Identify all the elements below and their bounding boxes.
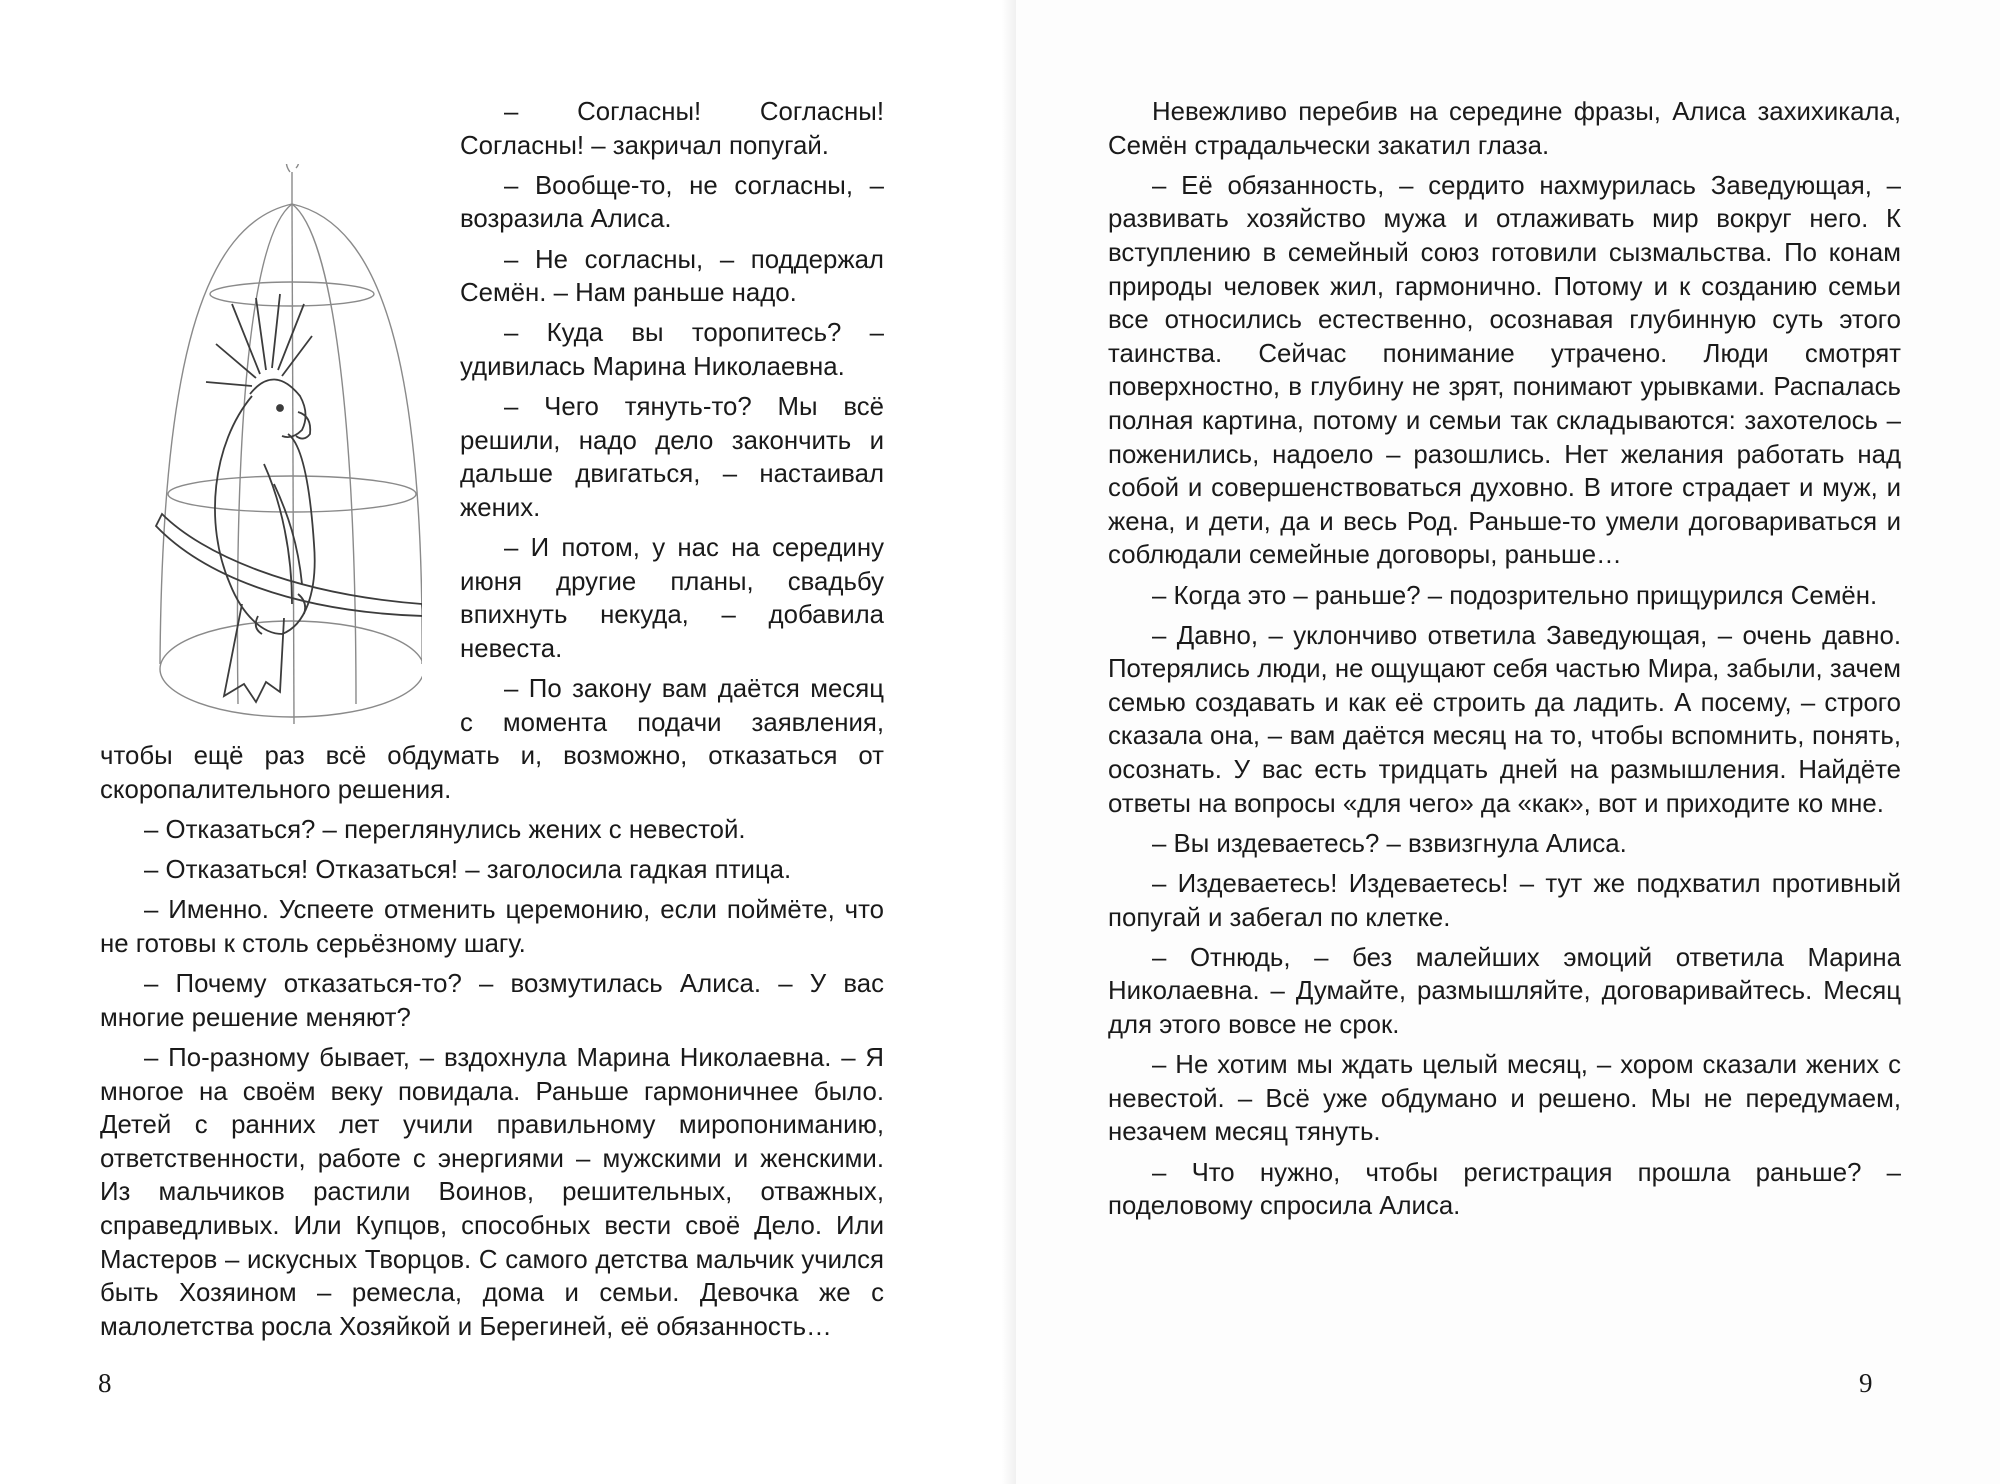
page-number-right: 9 <box>1859 1368 1873 1398</box>
paragraph: – Чего тянуть-то? Мы всё решили, надо дело закончить и дальше двигаться, – настаивал жених. <box>460 393 884 522</box>
paragraph: – Отказаться! Отказаться! – заголосила гадкая птица. <box>144 856 792 885</box>
page-number-left: 8 <box>98 1368 112 1398</box>
paragraph: – Её обязанность, – сердито нахмурилась Заведующая, – развивать хозяйство мужа и отлаживать мир вокруг него. К вступлению в семейный союз готовили сызмальства. По конам природы человек жил, гармонично. Потому и к созданию семьи все относились естественно, осознавая глубинную суть этого таинства. Сейчас понимание утрачено. Люди смотрят поверхностно, в глубину не зрят, понимают урывками. Распалась полная картина, потому и семьи так складываются: захотелось – поженились, надоело – разошлись. Нет желания работать над собой и совершенствоваться духовно. В итоге страдает и муж, и жена, и дети, да и весь Род. Раньше-то умели договариваться и соблюдали семейные договоры, раньше… <box>1108 171 1901 570</box>
paragraph: – Вообще-то, не согласны, – возразила Алиса. <box>460 171 884 234</box>
paragraph: – По-разному бывает, – вздохнула Марина Николаевна. – Я многое на своём веку повидала. Раньше гармоничнее было. Детей с ранних лет учили правильному миропониманию, ответственности, работе с энергиями – мужскими и женскими. Из мальчиков растили Воинов, решительных, отважных, справедливых. Или Купцов, способных вести своё Дело. Или Мастеров – искусных Творцов. С самого детства мальчик учился быть Хозяином – ремесла, дома и семьи. Девочка же с малолетства росла Хозяйкой и Берегиней, её обязанность… <box>100 1043 884 1341</box>
paragraph: – Куда вы торопитесь? – удивилась Марина Николаевна. <box>460 319 884 381</box>
paragraph: – Согласны! Согласны! Согласны! – закричал попугай. <box>460 98 884 160</box>
paragraph: – Почему отказаться-то? – возмутилась Алиса. – У вас многие решение меняют? <box>100 970 884 1032</box>
paragraph: – Издеваетесь! Издеваетесь! – тут же подхватил противный попугай и забегал по клетке. <box>1108 870 1901 932</box>
paragraph: – По закону вам даётся месяц с момента подачи заявления, чтобы ещё раз всё обдумать и, возможно, отказаться от скоропалительного решения. <box>100 675 884 804</box>
right-text-column <box>1108 96 1901 1230</box>
paragraph: – Не хотим мы ждать целый месяц, – хором сказали жених с невестой. – Всё уже обдумано и решено. Мы не передумаем, незачем месяц тянуть. <box>1108 1051 1901 1147</box>
parrot-in-cage-icon <box>142 164 422 744</box>
paragraph: – Что нужно, чтобы регистрация прошла раньше? – поделовому спросила Алиса. <box>1108 1158 1901 1221</box>
paragraph: Невежливо перебив на середине фразы, Алиса захихикала, Семён страдальчески закатил глаза. <box>1108 98 1901 160</box>
paragraph: – Именно. Успеете отменить церемонию, если поймёте, что не готовы к столь серьёзному шагу. <box>100 896 884 958</box>
paragraph: – И потом, у нас на середину июня другие планы, свадьбу впихнуть некуда, – добавила невеста. <box>460 534 884 663</box>
right-page <box>1016 0 2000 1484</box>
paragraph: – Отнюдь, – без малейших эмоций ответила Марина Николаевна. – Думайте, размышляйте, договаривайтесь. Месяц для этого вовсе не срок. <box>1108 943 1901 1039</box>
paragraph: – Давно, – уклончиво ответила Заведующая, – очень давно. Потерялись люди, не ощущают себя частью Мира, забыли, зачем семью создавать и как её строить да ладить. А посему, – строго сказала она, – вам даётся месяц на то, чтобы вспомнить, понять, осознать. У вас есть тридцать дней на размышления. Найдёте ответы на вопросы «для чего» да «как», вот и приходите ко мне. <box>1108 621 1901 818</box>
paragraph: – Вы издеваетесь? – взвизгнула Алиса. <box>1152 829 1627 858</box>
parrot-cage-illustration <box>100 96 448 716</box>
left-text-column <box>100 96 884 1351</box>
paragraph: – Отказаться? – переглянулись жених с невестой. <box>144 816 746 845</box>
paragraph: – Не согласны, – поддержал Семён. – Нам раньше надо. <box>460 245 884 308</box>
paragraph: – Когда это – раньше? – подозрительно прищурился Семён. <box>1152 581 1878 610</box>
